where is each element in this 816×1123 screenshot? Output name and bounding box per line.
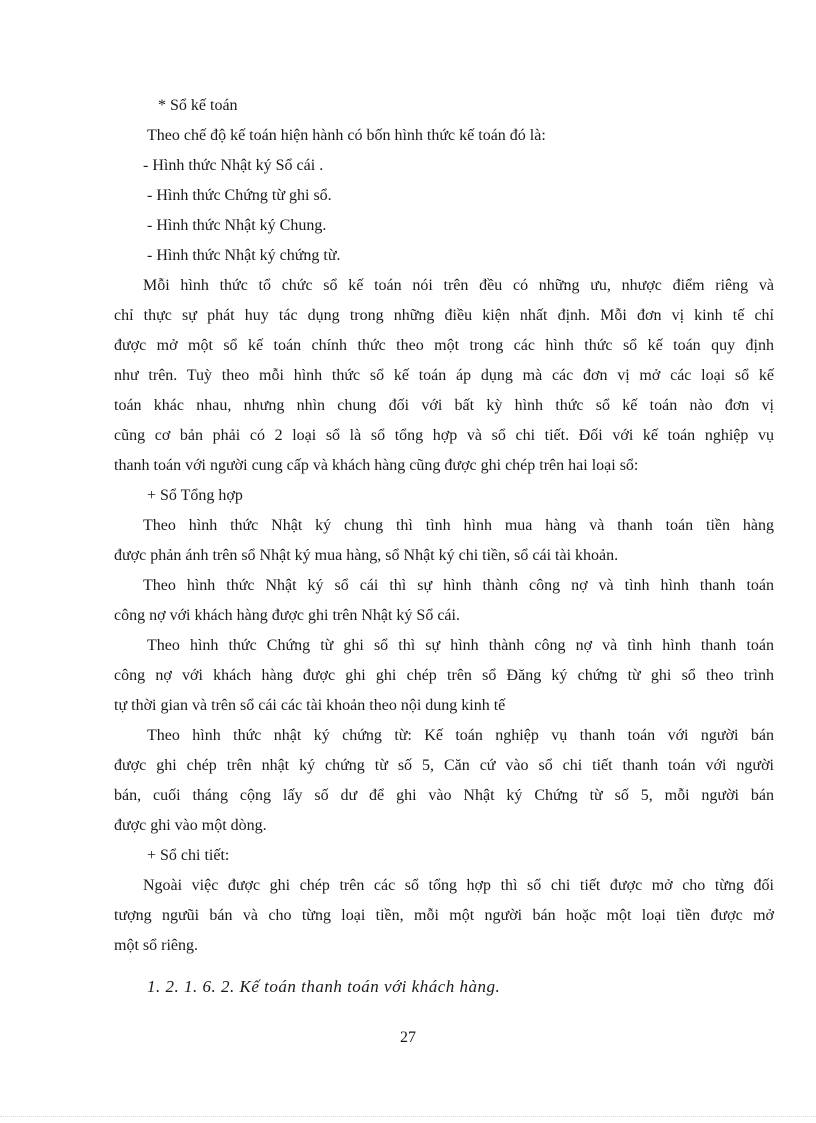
para-ctgs-line-1: Theo hình thức Chứng từ ghi sổ thì sự hình thành công nợ và tình hình thanh toán <box>147 637 774 654</box>
para-nksc-line-2: công nợ với khách hàng được ghi trên Nhật ký Sổ cái. <box>114 607 460 624</box>
para-nkct-line-2: được ghi chép trên nhật ký chứng từ số 5, Căn cứ vào sổ chi tiết thanh toán với người <box>114 757 774 774</box>
sub-general: + Sổ Tổng hợp <box>147 487 243 504</box>
para-nkct-line-1: Theo hình thức nhật ký chứng từ: Kế toán nghiệp vụ thanh toán với người bán <box>147 727 774 744</box>
form-item-2: - Hình thức Chứng từ ghi sổ. <box>147 187 332 204</box>
form-item-1: - Hình thức Nhật ký Sổ cái . <box>143 157 324 174</box>
page-number: 27 <box>400 1029 416 1046</box>
para-detail-line-3: một sổ riêng. <box>114 937 198 954</box>
para1-line-1: Mỗi hình thức tổ chức sổ kế toán nói trên đều có những ưu, nhược điểm riêng và <box>143 277 774 294</box>
para1-line-4: như trên. Tuỳ theo mỗi hình thức sổ kế toán áp dụng mà các đơn vị mở các loại sổ kế <box>114 367 774 384</box>
sub-detail: + Sổ chi tiết: <box>147 847 230 864</box>
form-item-4: - Hình thức Nhật ký chứng từ. <box>147 247 341 264</box>
para-detail-line-1: Ngoài việc được ghi chép trên các sổ tổng hợp thì sổ chi tiết được mở cho từng đối <box>143 877 774 894</box>
para-detail-line-2: tượng ngưũi bán và cho từng loại tiền, mỗi một người bán hoặc một loại tiền được mở <box>114 907 774 924</box>
para1-line-3: được mở một sổ kế toán chính thức theo một trong các hình thức sổ kế toán quy định <box>114 337 774 354</box>
para1-line-7: thanh toán với người cung cấp và khách hàng cũng được ghi chép trên hai loại sổ: <box>114 457 639 474</box>
para-nkct-line-3: bán, cuối tháng cộng lấy số dư để ghi vào Nhật ký Chứng từ số 5, mỗi người bán <box>114 787 774 804</box>
section-title: * Sổ kế toán <box>158 97 238 114</box>
page-bottom-divider <box>0 1116 816 1117</box>
form-item-3: - Hình thức Nhật ký Chung. <box>147 217 327 234</box>
intro-line: Theo chế độ kế toán hiện hành có bốn hình thức kế toán đó là: <box>147 127 546 144</box>
para-nksc-line-1: Theo hình thức Nhật ký sổ cái thì sự hình thành công nợ và tình hình thanh toán <box>143 577 774 594</box>
subsection-heading: 1. 2. 1. 6. 2. Kế toán thanh toán với khách hàng. <box>147 977 501 996</box>
para1-line-2: chỉ thực sự phát huy tác dụng trong những điều kiện nhất định. Mỗi đơn vị kinh tế chỉ <box>114 307 774 324</box>
para-nkct-line-4: được ghi vào một dòng. <box>114 817 267 834</box>
para1-line-5: toán khác nhau, nhưng nhìn chung đối với bất kỳ hình thức sổ kế toán nào đơn vị <box>114 397 774 414</box>
para1-line-6: cũng cơ bản phải có 2 loại sổ là sổ tổng hợp và sổ chi tiết. Đối với kế toán nghiệp vụ <box>114 427 774 444</box>
para-nkc-line-1: Theo hình thức Nhật ký chung thì tình hình mua hàng và thanh toán tiền hàng <box>143 517 774 534</box>
para-nkc-line-2: được phản ánh trên sổ Nhật ký mua hàng, sổ Nhật ký chi tiền, sổ cái tài khoản. <box>114 547 619 564</box>
para-ctgs-line-3: tự thời gian và trên sổ cái các tài khoản theo nội dung kinh tế <box>114 697 506 714</box>
para-ctgs-line-2: công nợ với khách hàng được ghi ghi chép trên sổ Đăng ký chứng từ ghi sổ theo trình <box>114 667 774 684</box>
